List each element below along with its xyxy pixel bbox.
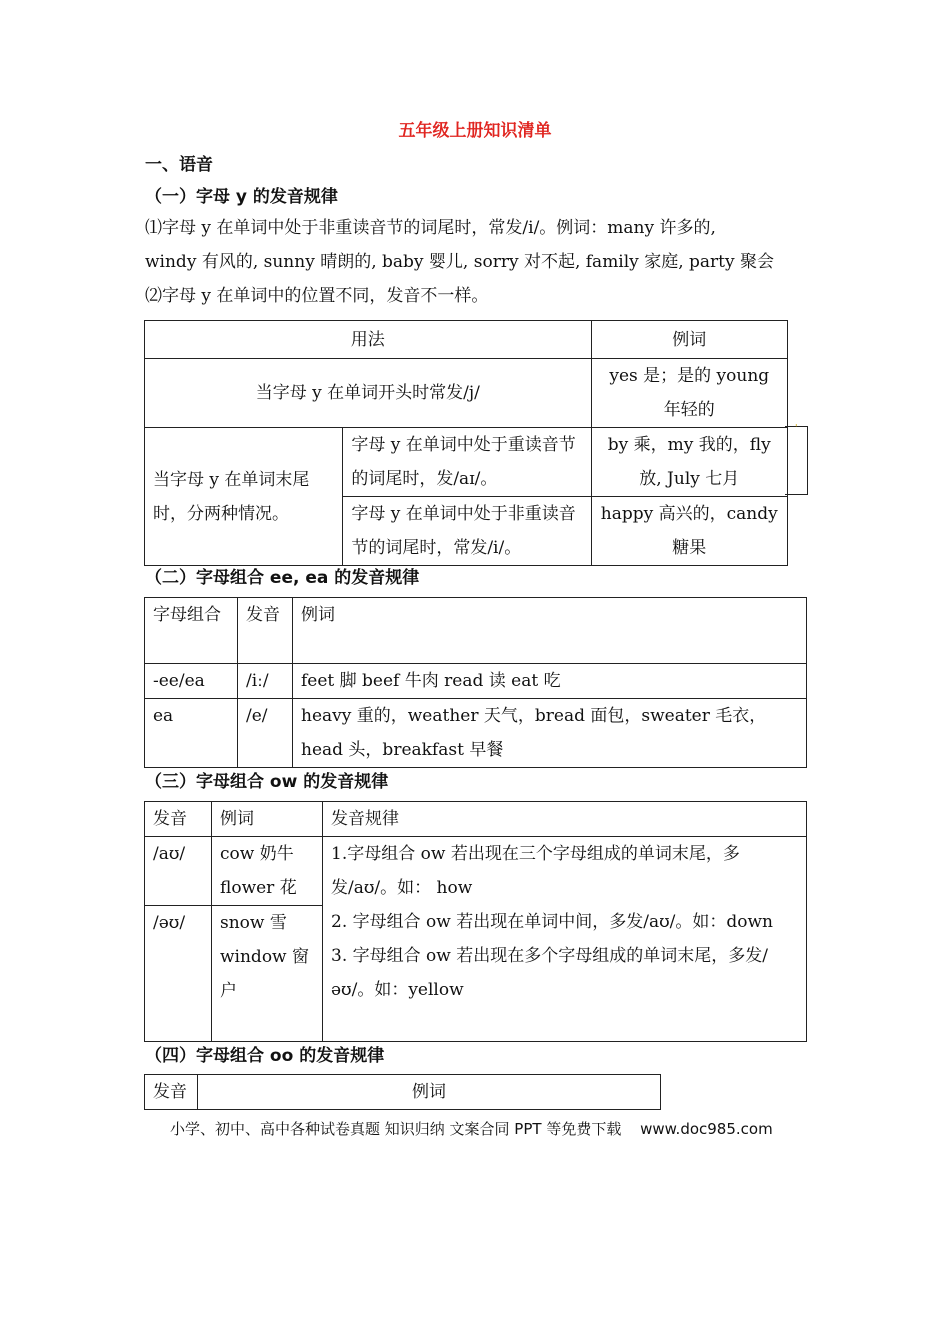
header-examples: 例词	[198, 1075, 661, 1110]
example-word: window 窗户	[220, 947, 310, 1001]
cell-rules	[323, 837, 807, 1042]
subheading-ow: （三）字母组合 ow 的发音规律	[145, 772, 389, 792]
rule-line: 2. 字母组合 ow 若出现在单词中间，多发/aʊ/。如：down	[331, 912, 773, 932]
header-rule: 发音规律	[323, 802, 807, 837]
cell-sound: /aʊ/	[145, 837, 212, 906]
cell-examples-stressed: by 乘，my 我的，fly 放, July 七月	[591, 428, 787, 497]
header-usage: 用法	[145, 321, 592, 359]
table-oo	[144, 1074, 661, 1110]
cell-examples: heavy 重的，weather 天气，bread 面包，sweater 毛衣，head 头，breakfast 早餐	[293, 699, 807, 768]
example-word: snow 雪	[220, 913, 287, 933]
rule-line: 3. 字母组合 ow 若出现在多个字母组成的单词末尾，多发/əʊ/。如：yellow	[331, 946, 768, 1000]
table-ee-ea	[144, 597, 807, 768]
cell-sound: /e/	[238, 699, 293, 768]
cell-detail-stressed: 字母 y 在单词中处于重读音节的词尾时，发/aɪ/。	[343, 428, 591, 497]
example-word: flower 花	[220, 878, 297, 898]
table-ow	[144, 801, 807, 1042]
paragraph-line: windy 有风的, sunny 晴朗的, baby 婴儿, sorry 对不起, family 家庭, party 聚会	[145, 252, 774, 272]
footer-text: 小学、初中、高中各种试卷真题 知识归纳 文案合同 PPT 等免费下载	[170, 1120, 622, 1138]
cell-usage-end: 当字母 y 在单词末尾时，分两种情况。	[145, 428, 343, 566]
decorative-box-edge	[785, 426, 808, 495]
cell-sound: /iː/	[238, 664, 293, 699]
cell-examples-unstressed: happy 高兴的，candy 糖果	[591, 497, 787, 566]
cell-usage-start: 当字母 y 在单词开头时常发/j/	[145, 359, 592, 428]
cell-examples	[212, 837, 323, 906]
cell-examples	[212, 906, 323, 1042]
decorative-mark: '	[795, 424, 798, 434]
section-heading-phonetics: 一、语音	[145, 155, 213, 175]
paragraph-y-rule-1	[145, 211, 805, 313]
cell-sound: /əʊ/	[145, 906, 212, 1042]
cell-combo: ea	[145, 699, 238, 768]
header-combo: 字母组合	[145, 598, 238, 664]
cell-combo: -ee/ea	[145, 664, 238, 699]
header-examples: 例词	[591, 321, 787, 359]
table-letter-y	[144, 320, 788, 566]
subheading-letter-y: （一）字母 y 的发音规律	[145, 187, 338, 207]
paragraph-line: ⑵字母 y 在单词中的位置不同，发音不一样。	[145, 286, 489, 306]
header-sound: 发音	[238, 598, 293, 664]
header-sound: 发音	[145, 1075, 198, 1110]
page-title: 五年级上册知识清单	[398, 121, 552, 141]
paragraph-line: ⑴字母 y 在单词中处于非重读音节的词尾时，常发/i/。例词：many 许多的,	[145, 218, 716, 238]
cell-detail-unstressed: 字母 y 在单词中处于非重读音节的词尾时，常发/i/。	[343, 497, 591, 566]
header-examples: 例词	[293, 598, 807, 664]
header-sound: 发音	[145, 802, 212, 837]
subheading-oo: （四）字母组合 oo 的发音规律	[145, 1046, 385, 1066]
rule-line: 1.字母组合 ow 若出现在三个字母组成的单词末尾，多发/aʊ/。如： how	[331, 844, 740, 898]
cell-examples: feet 脚 beef 牛肉 read 读 eat 吃	[293, 664, 807, 699]
header-examples: 例词	[212, 802, 323, 837]
example-word: cow 奶牛	[220, 844, 294, 864]
cell-examples-start: yes 是；是的 young 年轻的	[591, 359, 787, 428]
page-footer	[170, 1118, 773, 1139]
footer-url[interactable]: www.doc985.com	[640, 1120, 773, 1138]
subheading-ee-ea: （二）字母组合 ee, ea 的发音规律	[145, 568, 420, 588]
